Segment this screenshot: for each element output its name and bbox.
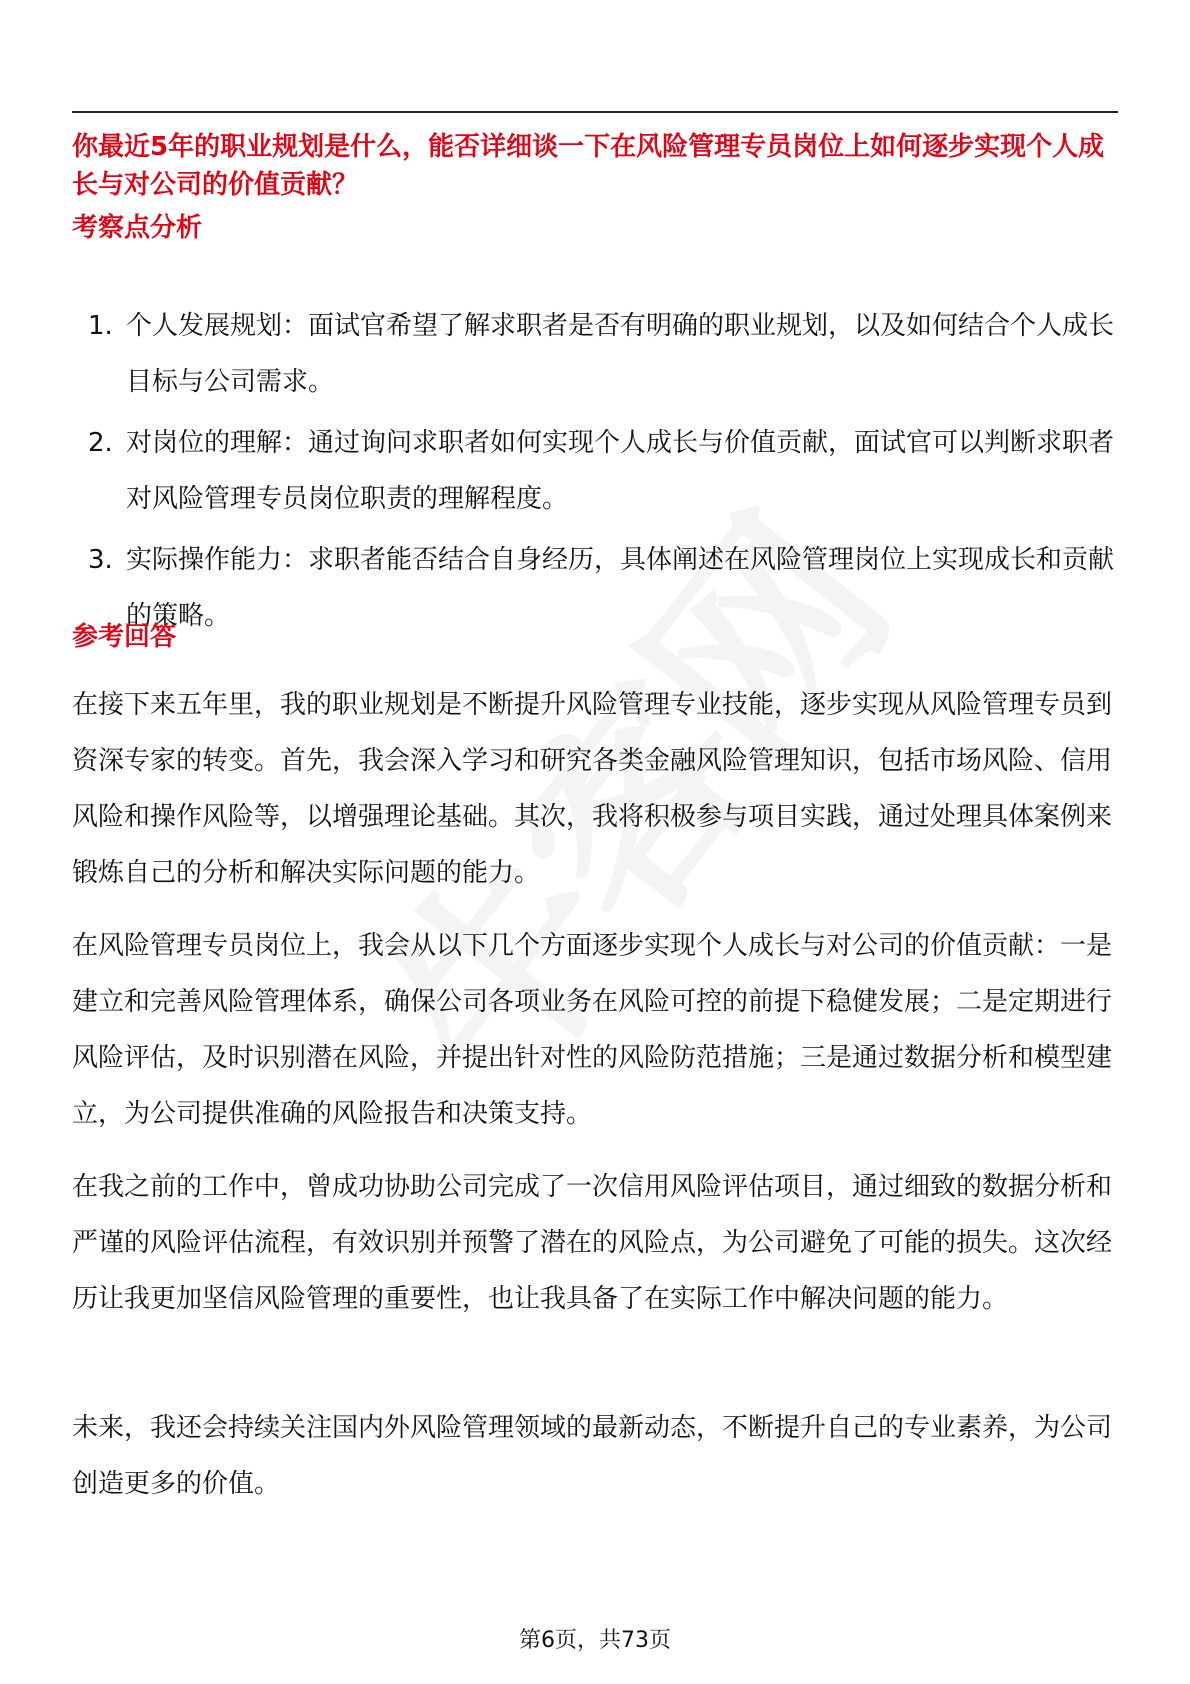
top-divider: [72, 111, 1118, 113]
page-number: 第6页，共73页: [519, 1628, 671, 1653]
answer-paragraph: 未来，我还会持续关注国内外风险管理领域的最新动态，不断提升自己的专业素养，为公司创造更多的价值。: [72, 1413, 1113, 1499]
point-text: 个人发展规划：面试官希望了解求职者是否有明确的职业规划，以及如何结合个人成长目标与公司需求。: [126, 311, 1115, 397]
analysis-point: [72, 415, 1122, 527]
answer-paragraph: 在接下来五年里，我的职业规划是不断提升风险管理专业技能，逐步实现从风险管理专员到资深专家的转变。首先，我会深入学习和研究各类金融风险管理知识，包括市场风险、信用风险和操作风险等，以增强理论基础。其次，我将积极参与项目实践，通过处理具体案例来锻炼自己的分析和解决实际问题的能力。: [72, 690, 1113, 888]
point-text: 实际操作能力：求职者能否结合自身经历，具体阐述在风险管理岗位上实现成长和贡献的策略。: [126, 545, 1115, 631]
question-title: 你最近5年的职业规划是什么，能否详细谈一下在风险管理专员岗位上如何逐步实现个人成长与对公司的价值贡献？: [72, 132, 1105, 200]
analysis-point: [72, 298, 1122, 410]
analysis-point: [72, 532, 1122, 644]
point-text: 对岗位的理解：通过询问求职者如何实现个人成长与价值贡献，面试官可以判断求职者对风险管理专员岗位职责的理解程度。: [126, 428, 1115, 514]
analysis-heading: 考察点分析: [72, 213, 203, 243]
answer-paragraph: 在风险管理专员岗位上，我会从以下几个方面逐步实现个人成长与对公司的价值贡献：一是建立和完善风险管理体系，确保公司各项业务在风险可控的前提下稳健发展；二是定期进行风险评估，及时识别潜在风险，并提出针对性的风险防范措施；三是通过数据分析和模型建立，为公司提供准确的风险报告和决策支持。: [72, 931, 1113, 1129]
analysis-points: [72, 298, 1122, 649]
point-number: 1.: [88, 311, 113, 341]
reference-heading: 参考回答: [72, 622, 177, 652]
answer-paragraph: 在我之前的工作中，曾成功协助公司完成了一次信用风险评估项目，通过细致的数据分析和严谨的风险评估流程，有效识别并预警了潜在的风险点，为公司避免了可能的损失。这次经历让我更加坚信风险管理的重要性，也让我具备了在实际工作中解决问题的能力。: [72, 1172, 1113, 1314]
point-number: 3.: [88, 545, 113, 575]
point-number: 2.: [88, 428, 113, 458]
